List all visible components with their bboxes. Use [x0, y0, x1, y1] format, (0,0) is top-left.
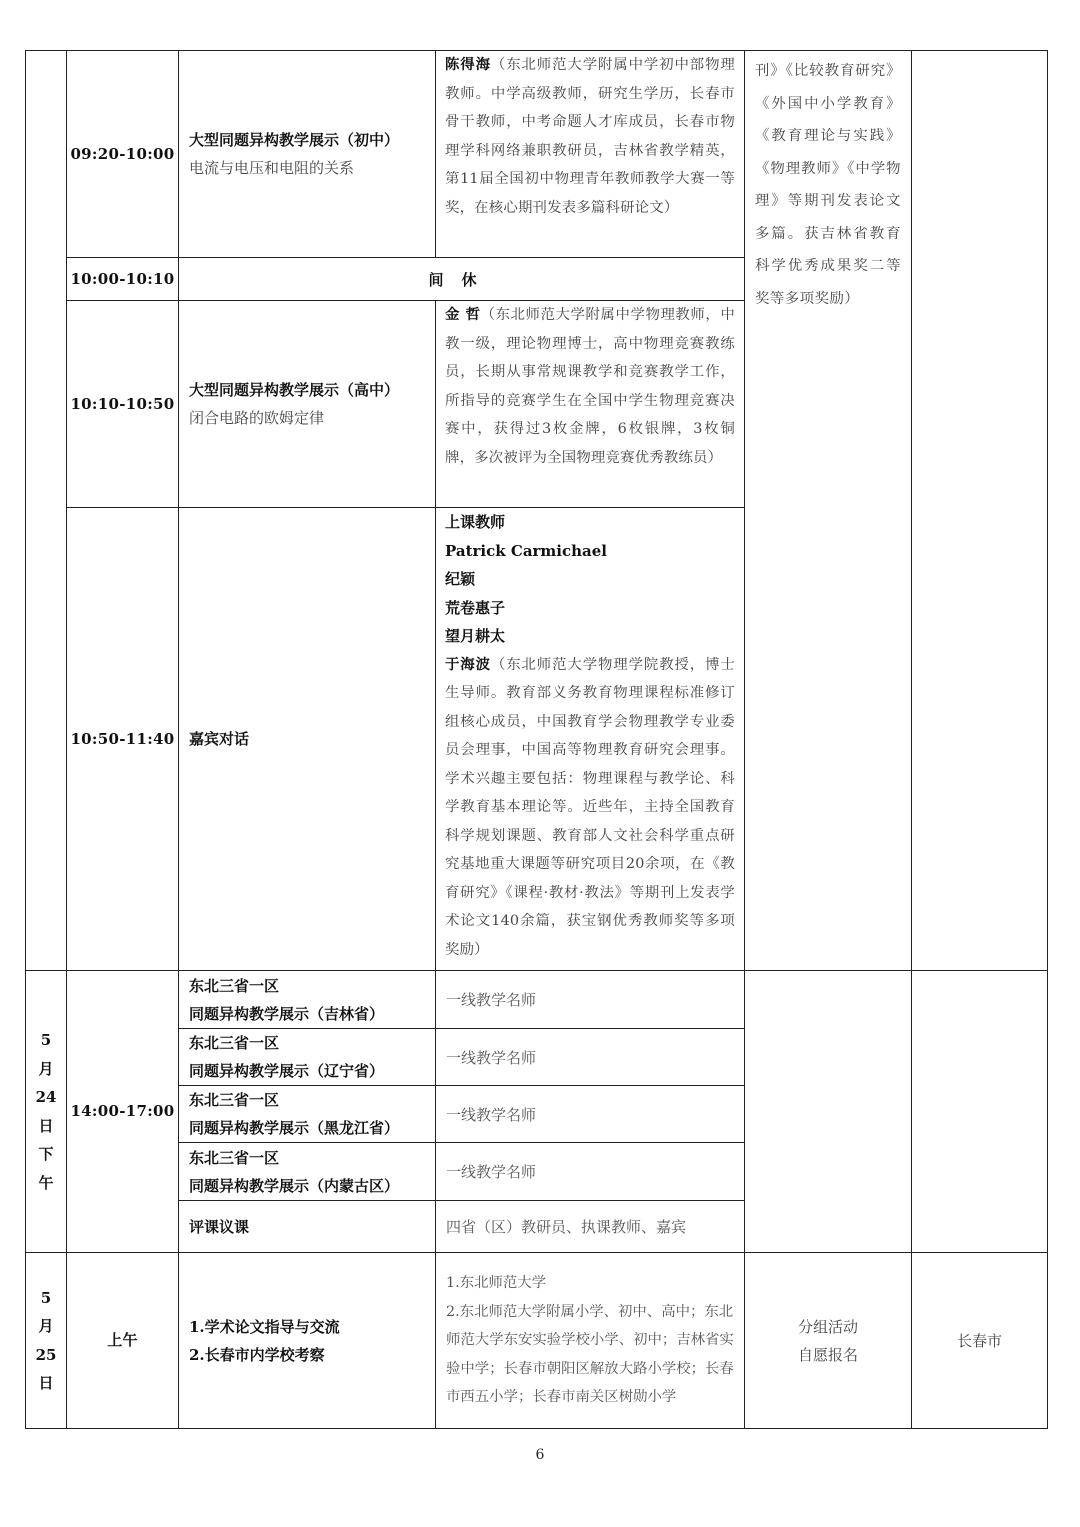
- session-subtitle: 闭合电路的欧姆定律: [189, 409, 325, 427]
- date-char: 日: [38, 1374, 54, 1392]
- speaker-name: 于海波: [445, 655, 491, 673]
- session-title: 1.学术论文指导与交流: [189, 1317, 340, 1336]
- session-title: 东北三省一区: [189, 1034, 280, 1052]
- date-char: 24: [35, 1088, 57, 1106]
- notes-text: 刊》《比较教育研究》《外国中小学教育》《教育理论与实践》《物理教师》《中学物理》等期刊发表论文多篇。获吉林省教育科学优秀成果奖二等奖等多项奖励）: [755, 63, 901, 307]
- notes-cell-empty: [745, 971, 912, 1253]
- table-row: [26, 51, 1048, 258]
- presenter-cell: 一线教学名师: [436, 971, 745, 1029]
- session-subtitle: 同题异构教学展示（内蒙古区）: [189, 1176, 400, 1195]
- session-title: 2.长春市内学校考察: [189, 1345, 325, 1364]
- table-row: [26, 971, 1048, 1029]
- presenter-cell: 一线教学名师: [436, 1086, 745, 1143]
- session-title: 东北三省一区: [189, 976, 280, 995]
- guest-name: 望月耕太: [445, 627, 506, 645]
- time-cell: 10:50-11:40: [67, 508, 179, 971]
- date-cell: [26, 1253, 67, 1429]
- session-title: 东北三省一区: [189, 1091, 280, 1109]
- time-cell: 09:20-10:00: [67, 51, 179, 258]
- speaker-cell: [436, 508, 745, 971]
- schedule-table: [25, 50, 1048, 1429]
- table-row: [26, 1253, 1048, 1429]
- session-title: 评课议课: [189, 1217, 250, 1236]
- session-cell: [179, 1143, 436, 1201]
- speaker-bio: （东北师范大学附属中学初中部物理教师。中学高级教师，研究生学历，长春市骨干教师，中考命题人才库成员，长春市物理学科网络兼职教研员，吉林省教学精英，第11届全国初中物理青年教师教学大赛一等奖，在核心期刊发表多篇科研论文）: [445, 57, 735, 216]
- date-char: 月: [38, 1317, 54, 1335]
- time-cell: 10:10-10:50: [67, 301, 179, 508]
- date-char: 午: [38, 1173, 54, 1192]
- speaker-name: 金 哲: [445, 306, 481, 323]
- presenter-cell: 四省（区）教研员、执课教师、嘉宾: [436, 1201, 745, 1253]
- speaker-cell: [436, 301, 745, 508]
- time-cell: 上午: [67, 1253, 179, 1429]
- guests-heading: 上课教师: [445, 513, 506, 531]
- date-char: 5: [40, 1031, 52, 1049]
- date-cell: [26, 971, 67, 1253]
- presenter-cell: 一线教学名师: [436, 1143, 745, 1201]
- time-cell: 14:00-17:00: [67, 971, 179, 1253]
- date-char: 5: [40, 1288, 52, 1307]
- session-cell: [179, 51, 436, 258]
- notes-cell: [745, 51, 912, 971]
- session-cell: [179, 1029, 436, 1086]
- session-subtitle: 同题异构教学展示（黑龙江省）: [189, 1119, 400, 1137]
- date-char: 下: [38, 1145, 54, 1163]
- session-cell: [179, 301, 436, 508]
- session-cell: [179, 1201, 436, 1253]
- session-subtitle: 电流与电压和电阻的关系: [189, 159, 355, 177]
- mode-cell: [745, 1253, 912, 1429]
- date-char: 月: [38, 1059, 54, 1078]
- location-cell-empty: [912, 971, 1048, 1253]
- session-title: 大型同题异构教学展示（高中）: [189, 381, 400, 399]
- speaker-bio: （东北师范大学物理学院教授，博士生导师。教育部义务教育物理课程标准修订组核心成员，中国教育学会物理教学专业委员会理事，中国高等物理教育研究会理事。学术兴趣主要包括：物理课程与教学论、科学教育基本理论等。近些年，主持全国教育科学规划课题、教育部人文社会科学重点研究基地重大课题等研究项目20余项，在《教育研究》《课程·教材·教法》等期刊上发表学术论文140余篇，获宝钢优秀教师奖等多项奖励）: [445, 656, 735, 958]
- session-title: 嘉宾对话: [189, 730, 250, 748]
- session-title: 东北三省一区: [189, 1148, 280, 1167]
- session-cell: [179, 1253, 436, 1429]
- date-char: 25: [35, 1345, 57, 1364]
- break-label: 间休: [179, 258, 745, 301]
- guest-name: 荒卷惠子: [445, 598, 506, 617]
- presenter-cell: 一线教学名师: [436, 1029, 745, 1086]
- guest-name: 纪颖: [445, 570, 476, 588]
- location-cell: 长春市: [912, 1253, 1048, 1429]
- places-line: 2.东北师范大学附属小学、初中、高中；东北师范大学东安实验学校小学、初中；吉林省实验中学；长春市朝阳区解放大路小学校；长春市西五小学；长春市南关区树勋小学: [446, 1303, 734, 1406]
- mode-line: 自愿报名: [797, 1345, 858, 1364]
- page-number: 6: [535, 1447, 545, 1463]
- speaker-bio: （东北师范大学附属中学物理教师，中教一级，理论物理博士，高中物理竞赛教练员，长期从事常规课教学和竞赛教学工作，所指导的竞赛学生在全国中学生物理竞赛决赛中，获得过3枚金牌，6枚银牌，3枚铜牌，多次被评为全国物理竞赛优秀教练员）: [445, 307, 735, 466]
- mode-line: 分组活动: [797, 1317, 858, 1336]
- session-cell: [179, 971, 436, 1029]
- session-subtitle: 同题异构教学展示（吉林省）: [189, 1004, 385, 1023]
- session-title: 大型同题异构教学展示（初中）: [189, 131, 400, 149]
- guest-name: Patrick Carmichael: [445, 541, 608, 560]
- speaker-name: 陈得海: [445, 56, 491, 73]
- location-cell-continued: [912, 51, 1048, 971]
- places-line: 1.东北师范大学: [446, 1275, 547, 1292]
- places-cell: [436, 1253, 745, 1429]
- session-cell: [179, 1086, 436, 1143]
- session-cell: [179, 508, 436, 971]
- date-cell-continued: [26, 51, 67, 971]
- date-char: 日: [38, 1116, 54, 1135]
- session-subtitle: 同题异构教学展示（辽宁省）: [189, 1062, 385, 1080]
- speaker-cell: [436, 51, 745, 258]
- time-cell: 10:00-10:10: [67, 258, 179, 301]
